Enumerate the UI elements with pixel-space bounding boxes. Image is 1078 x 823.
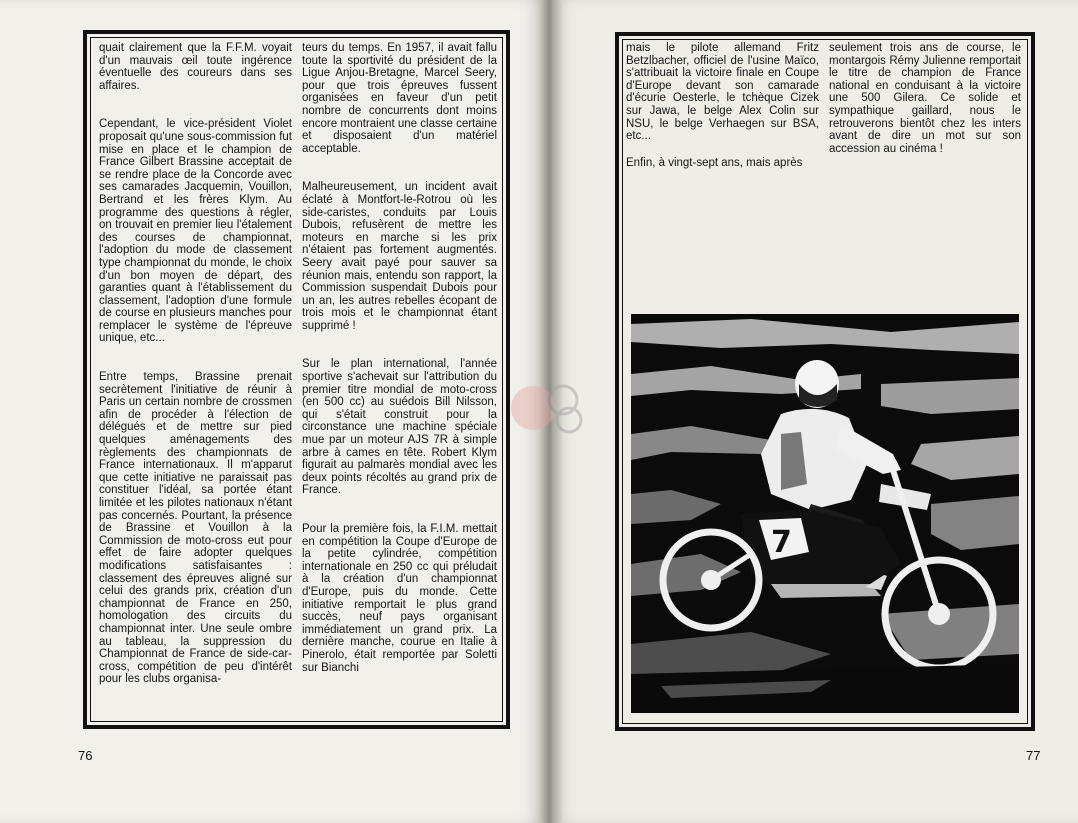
right-column-2 (829, 42, 1021, 169)
paragraph: Enfin, à vingt-sept ans, mais après (626, 156, 803, 169)
paragraph: quait clairement que la F.F.M. voyait d'un mauvais œil toute ingérence éventuelle des coureurs dans ses affaires. (99, 42, 292, 92)
left-column-1 (99, 42, 292, 712)
left-column-2 (302, 42, 497, 700)
watermark-stamp (503, 378, 593, 438)
paragraph: teurs du temps. En 1957, il avait fallu toute la sportivité du président de la Ligue Anjou-Bretagne, Marcel Seery, pour que trois épreuves fussent organisées en faveur d'un petit nombre de concurrents dont moins encore montraient une classe certaine et disposaient d'un matériel acceptable. (302, 42, 497, 155)
paragraph: Cependant, le vice-président Violet proposait qu'une sous-commission fut mise en place et le champion de France Gilbert Brassine acceptait de se rendre place de la Concorde avec ses camarades Jacquemin, Vouillon, Bertrand et les frères Klym. Au programme des questions à régler, on trouvait en premier lieu l'étalement des courses de championnat, l'adoption du mode de classement type championnat du monde, le choix d'un bon moyen de départ, des garanties quant à l'établissement du classement, l'adoption d'une formule de course en plusieurs manches pour remplacer le système de l'épreuve unique, etc... (99, 118, 292, 345)
paragraph: Malheureusement, un incident avait éclaté à Montfort-le-Rotrou où les side-caristes, conduits par Louis Dubois, refusèrent de mettre les moteurs en marche si les prix n'étaient pas fortement augmentés. Seery avait payé pour sauver sa réunion mais, entendu son rapport, la Commission suspendait Dubois pour un an, les autres rebelles écopant de trois mois et le championnat étant supprimé ! (302, 181, 497, 332)
motocross-rider-illustration (631, 314, 1019, 713)
motocross-photo (631, 314, 1019, 713)
page-number-right: 77 (1026, 748, 1041, 763)
page-number-left: 76 (78, 748, 93, 763)
paragraph: mais le pilote allemand Fritz Betzlbacher, officiel de l'usine Maïco, s'attribuait la victoire finale en Coupe d'Europe devant son camarade d'écurie Oesterle, le tchèque Cizek sur Jawa, le belge Alex Colin sur NSU, le belge Verhaegen sur BSA, etc... (626, 42, 819, 143)
paragraph: seulement trois ans de course, le montargois Rémy Julienne remportait le titre de champion de France national en conduisant à la victoire une 500 Gilera. Ce solide et sympathique gaillard, nous le retrouverons bientôt chez les inters avant de dire un mot sur son accession au cinéma ! (829, 42, 1021, 155)
paragraph: Sur le plan international, l'année sportive s'achevait sur l'attribution du premier titre mondial de moto-cross (en 500 cc) au suédois Bill Nilsson, qui s'était construit pour la circonstance une machine spéciale mue par un moteur AJS 7R à simple arbre à cames en tête. Robert Klym figurait au palmarès mondial avec les deux points récoltés au grand prix de France. (302, 358, 497, 497)
number-plate-digit: 7 (771, 525, 792, 560)
right-column-1 (626, 42, 819, 183)
paragraph: Entre temps, Brassine prenait secrètement l'initiative de réunir à Paris un certain nombre de crossmen afin de procéder à l'élection de délégués et de mettre sur pied quelques aménagements des règlements des championnats de France internationaux. Il m'apparut que cette initiative ne paraissait pas constituer l'idéal, sa portée étant limitée et les pilotes nationaux n'étant pas concernés. Pourtant, la présence de Brassine et Vouillon à la Commission de moto-cross eut pour effet de faire adopter quelques modifications satisfaisantes : classement des épreuves aligné sur celui des grands prix, création d'un championnat de France en 250, homologation des circuits du championnat inter. Une seule ombre au tableau, la suppression du Championnat de France de side-car-cross, compétition de peu d'intérêt pour les clubs organisa- (99, 371, 292, 686)
paragraph: Pour la première fois, la F.I.M. mettait en compétition la Coupe d'Europe de la petite cylindrée, compétition internationale en 250 cc qui préludait à la création d'un championnat d'Europe, puis du monde. Cette initiative remportait le plus grand succès, neuf pays organisant immédiatement un grand prix. La dernière manche, courue en Italie à Pinerolo, était remportée par Soletti sur Bianchi (302, 523, 497, 674)
